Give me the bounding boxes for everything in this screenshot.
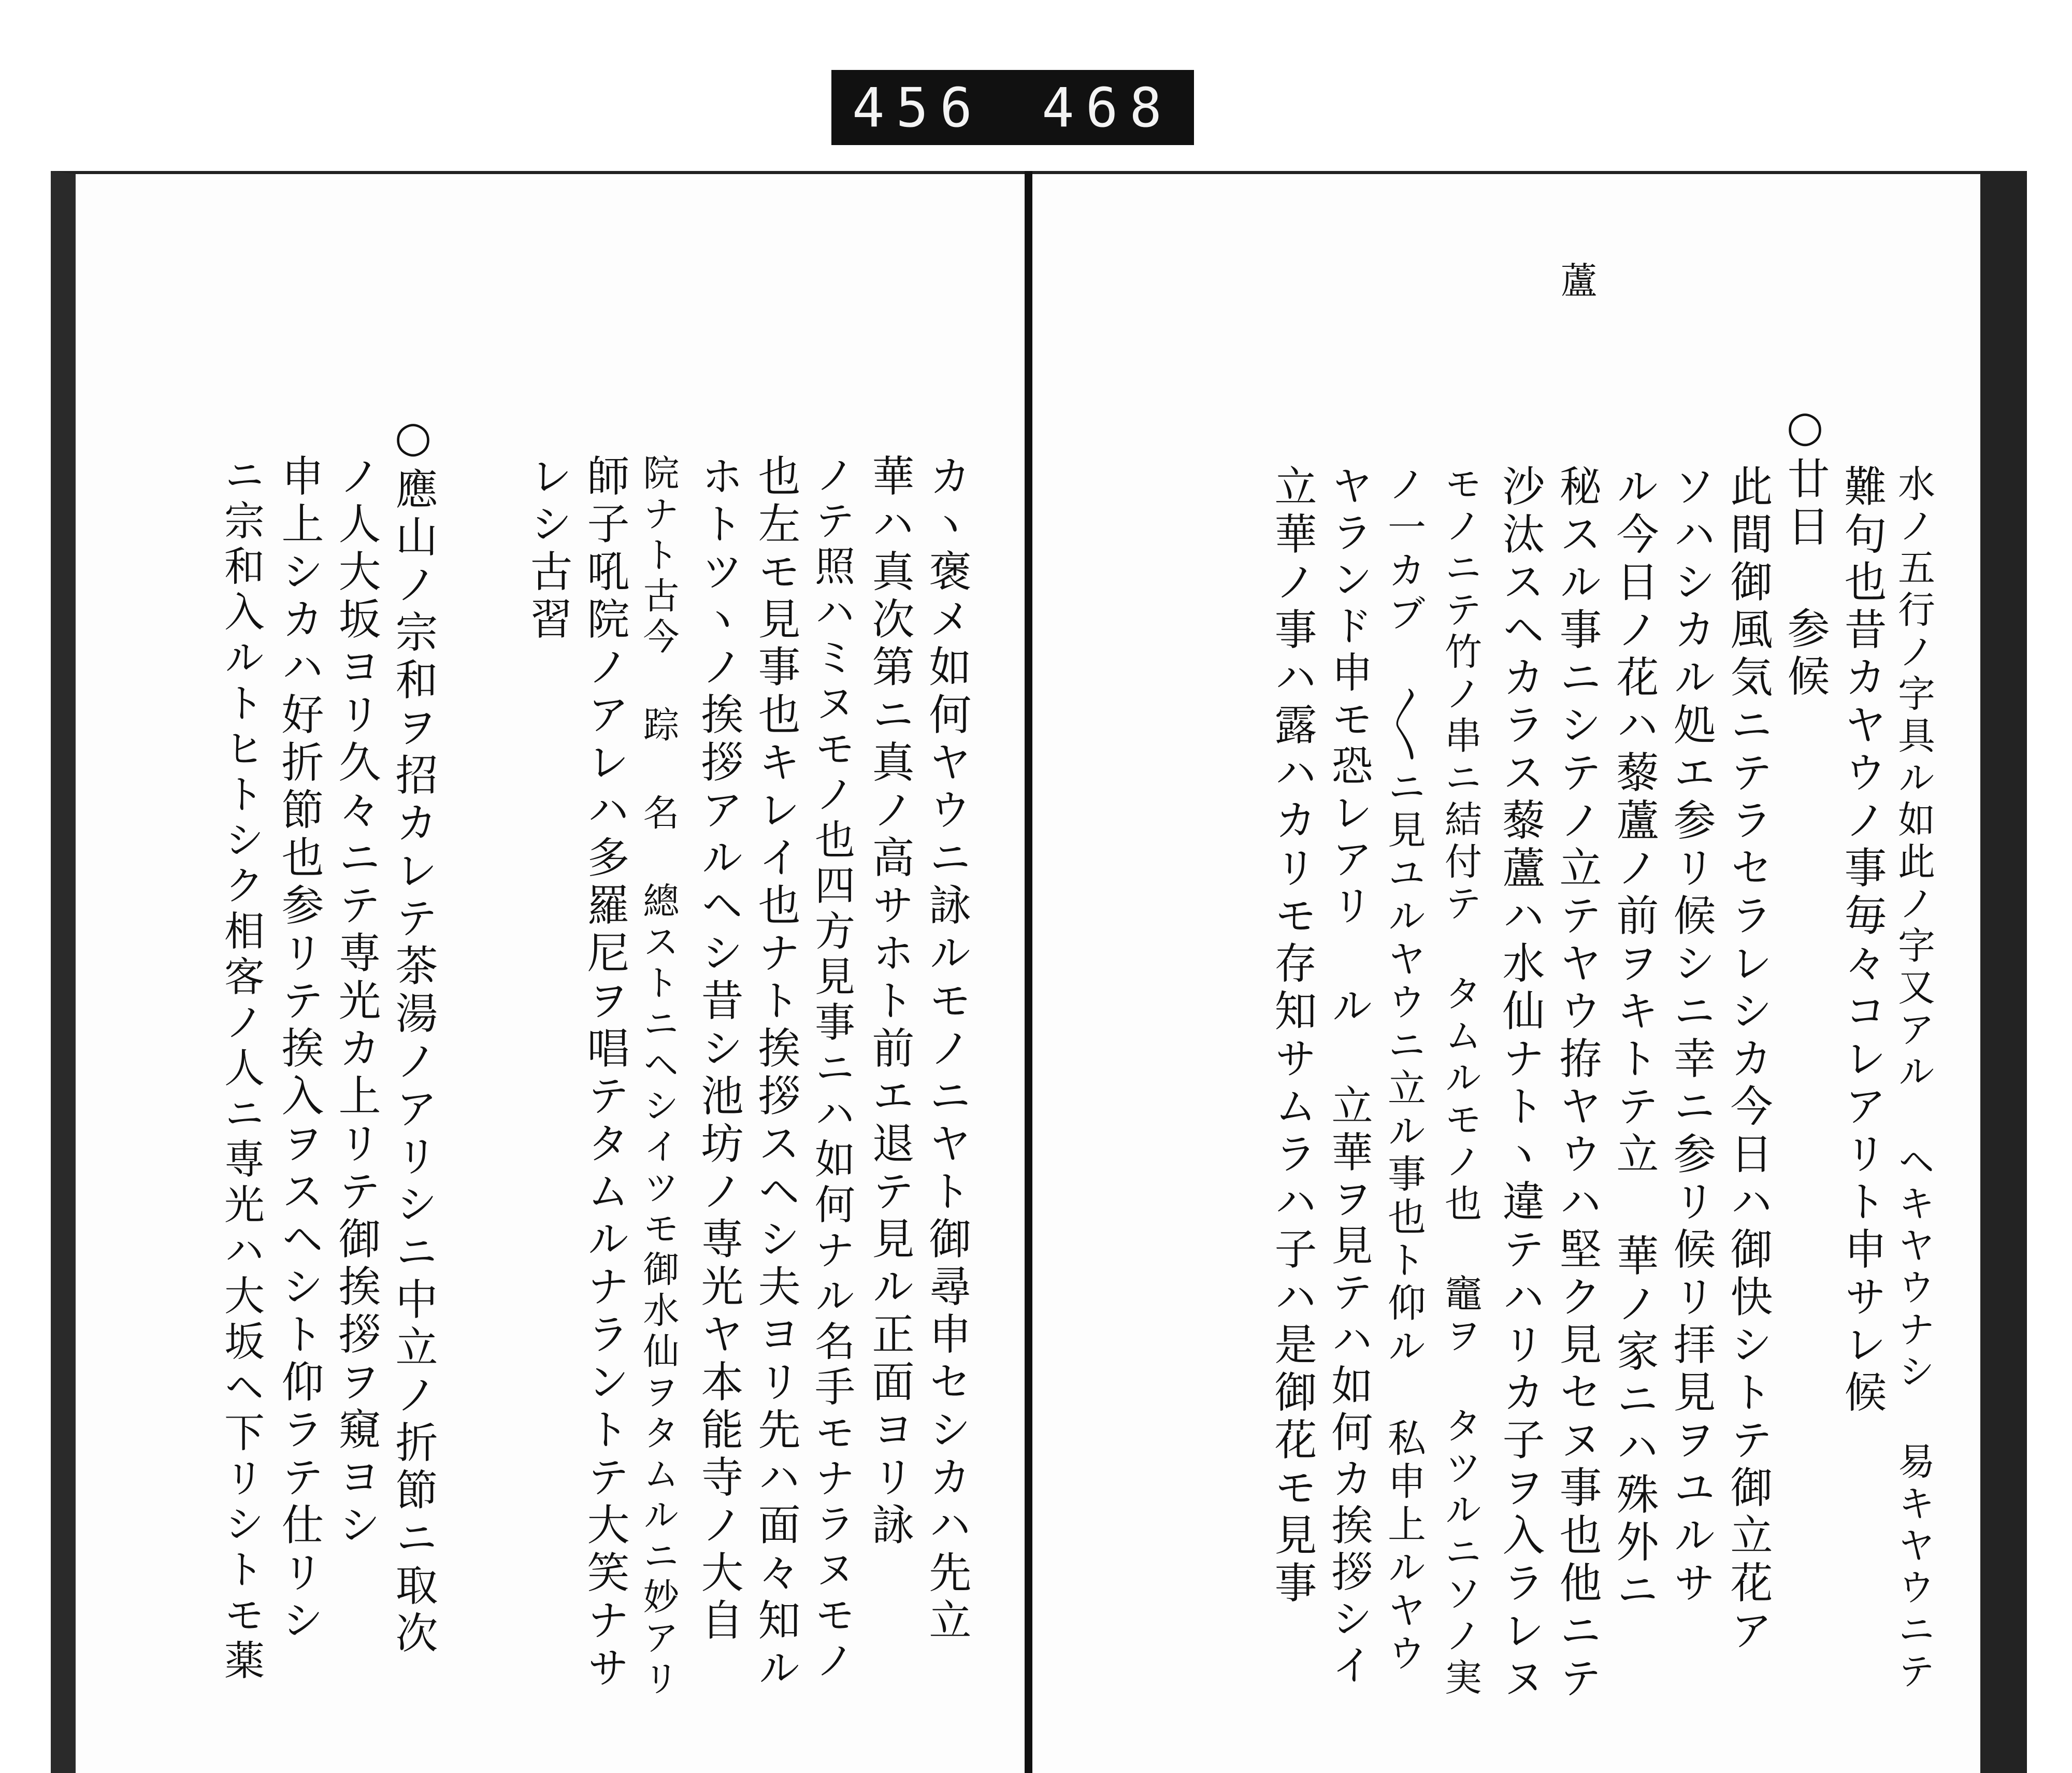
text-column: ル今日ノ花ハ藜蘆ノ前ヲキトテ立 華ノ家ニハ殊外ニ <box>1609 464 1659 1615</box>
text-column: 此間御風気ニテラセラレシカ今日ハ御快シトテ御立花ア <box>1723 464 1773 1656</box>
text-column: 水ノ五行ノ字具ル如此ノ字又アル ヘキヤウナシ 易キヤウニテ <box>1892 464 1935 1694</box>
text-column: カヽ褒メ如何ヤウニ詠ルモノニヤト御尋申セシカハ先立 <box>922 454 971 1646</box>
left-page-number: 456 <box>852 76 984 139</box>
text-column: モノニテ竹ノ串ニ結付テ タムルモノ也 竈ヲ タツルニソノ実 <box>1438 464 1482 1700</box>
open-book <box>51 171 2027 1773</box>
text-column: 難句也昔カヤウノ事毎々コレアリト申サレ候 <box>1837 464 1887 1418</box>
right-page-number: 468 <box>1042 76 1173 139</box>
text-column: ノ人大坂ヨリ久々ニテ専光カ上リテ御挨拶ヲ窺ヨシ <box>332 454 381 1550</box>
text-column: レシ古習 <box>523 454 572 645</box>
text-column: 也左モ見事也キレイ也ナト挨拶スヘシ夫ヨリ先ハ面々知ル <box>751 454 800 1693</box>
text-column: 立華ノ事ハ露ハカリモ存知サムラハ子ハ是御花モ見事 <box>1268 464 1317 1608</box>
right-page <box>1032 171 2027 1773</box>
running-header: 蘆 <box>1561 260 1597 302</box>
text-column: ○廿日 参候 <box>1780 402 1830 702</box>
text-column: ニ宗和入ルトヒトシク相客ノ人ニ専光ハ大坂ヘ下リシトモ薬 <box>218 454 264 1685</box>
text-column: ホトツヽノ挨拶アルヘシ昔シ池坊ノ専光ヤ本能寺ノ大自 <box>694 454 743 1646</box>
text-column: ノテ照ハミヌモノ也四方見事ニハ如何ナル名手モナラヌモノ <box>808 454 855 1685</box>
text-column: ノ一カブ 〳〵ニ見ユルヤウニ立ル事也ト仰ル 私申上ルヤウ <box>1382 464 1426 1676</box>
left-page <box>51 171 1030 1773</box>
text-column: ○應山ノ宗和ヲ招カレテ茶湯ノアリシニ中立ノ折節ニ取次 <box>388 412 438 1658</box>
text-column: ソハシカル処エ参リ候シニ幸ニ参リ候リ拝見ヲユルサ <box>1666 464 1716 1608</box>
page-number-plate <box>831 70 1194 145</box>
text-column: 申上シカハ好折節也参リテ挨入ヲスヘシト仰ラテ仕リシ <box>275 454 324 1646</box>
text-column: 院ナト古今 踪 名 總ストニヘシイツモ御水仙ヲタムルニ妙アリ <box>637 454 680 1700</box>
text-column: 師子吼院ノアレハ多羅尼ヲ唱テタムルナラントテ大笑ナサ <box>580 454 629 1693</box>
text-column: 沙汰スヘカラス藜蘆ハ水仙ナトヽ違テハリカ子ヲ入ラレヌ <box>1495 464 1545 1704</box>
text-column: 華ハ真次第ニ真ノ高サホト前エ退テ見ル正面ヨリ詠 <box>865 454 914 1550</box>
text-column: ヤランド申モ恐レアリ ル 立華ヲ見テハ如何カ挨拶シイ <box>1325 464 1373 1690</box>
text-column: 秘スル事ニシテノ立テヤウ拵ヤウハ堅ク見セヌ事也他ニテ <box>1552 464 1602 1704</box>
